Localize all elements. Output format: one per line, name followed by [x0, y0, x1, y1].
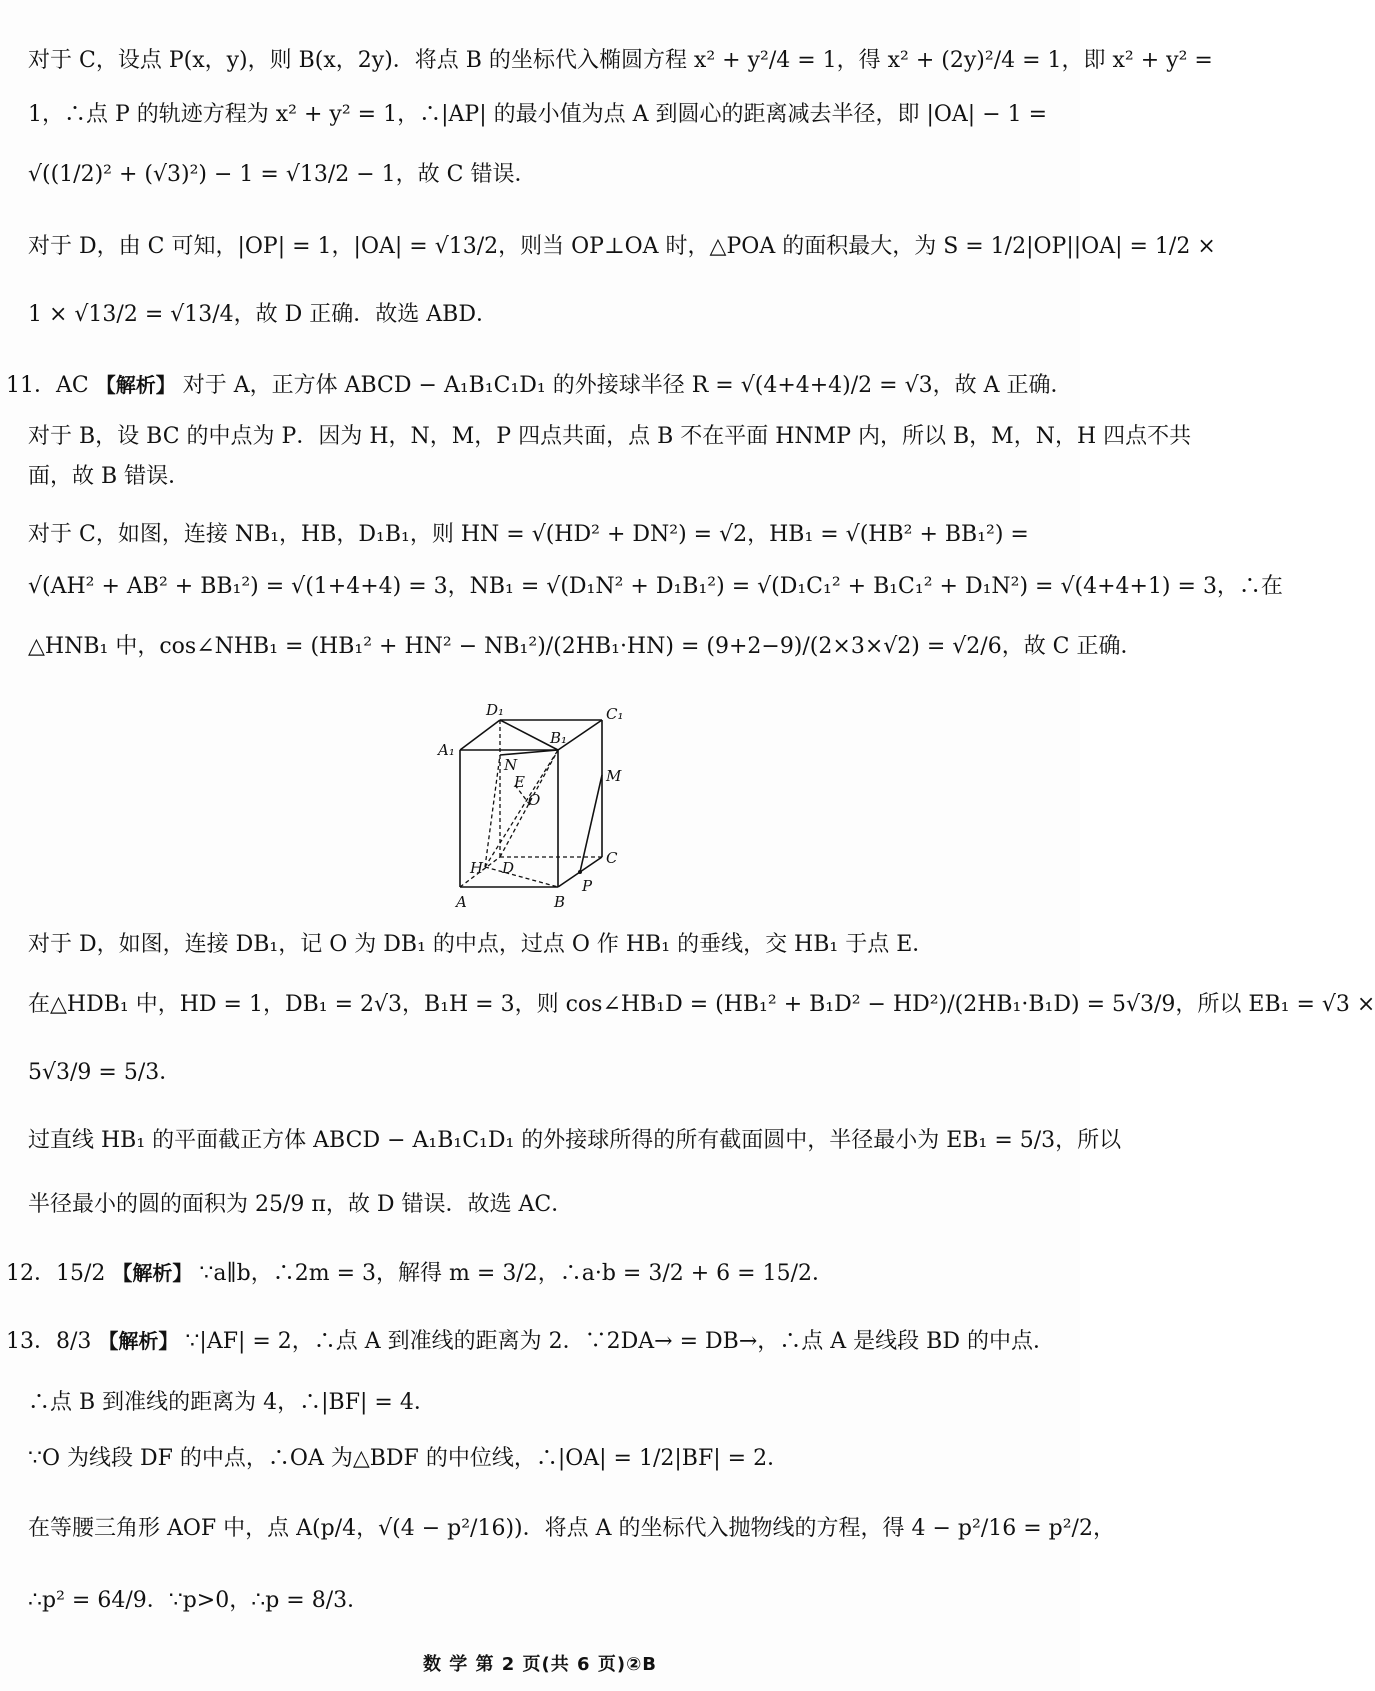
text-line: 对于 C，如图，连接 NB₁，HB，D₁B₁，则 HN = √(HD² + DN²) = √2，HB₁ = √(HB² + BB₁²) =: [28, 522, 1029, 547]
text-line: 1，∴点 P 的轨迹方程为 x² + y² = 1，∴|AP| 的最小值为点 A 到圆心的距离减去半径，即 |OA| − 1 =: [28, 102, 1048, 127]
question-number: 13．8/3: [6, 1329, 92, 1354]
question-13: [6, 1326, 1064, 1357]
label-M: M: [606, 767, 622, 785]
text-span: ∵a∥b，∴2m = 3，解得 m = 3/2，∴a·b = 3/2 + 6 = 15/2．: [199, 1261, 834, 1286]
text-line: 在△HDB₁ 中，HD = 1，DB₁ = 2√3，B₁H = 3，则 cos∠HB₁D = (HB₁² + B₁D² − HD²)/(2HB₁·B₁D) = 5√3/9，所以 EB₁ = √3 ×: [28, 992, 1375, 1017]
text-line: 在等腰三角形 AOF 中，点 A(p/4，√(4 − p²/16))．将点 A 的坐标代入抛物线的方程，得 4 − p²/16 = p²/2，: [28, 1516, 1115, 1541]
label-O: O: [528, 791, 541, 809]
question-12: [6, 1258, 1064, 1289]
text-line: 对于 C，设点 P(x，y)，则 B(x，2y)．将点 B 的坐标代入椭圆方程 x² + y²/4 = 1，得 x² + (2y)²/4 = 1，即 x² + y² =: [28, 48, 1213, 73]
page-footer: 数 学 第 2 页(共 6 页)②B: [422, 1654, 658, 1675]
label-A: A: [456, 893, 467, 911]
text-line: 1 × √13/2 = √13/4，故 D 正确．故选 ABD．: [28, 302, 498, 327]
text-span: ∵|AF| = 2，∴点 A 到准线的距离为 2．∵2DA→ = DB→，∴点 A 是线段 BD 的中点．: [185, 1329, 1055, 1354]
label-H: H: [470, 859, 484, 877]
label-N: N: [504, 756, 518, 774]
text-line: 过直线 HB₁ 的平面截正方体 ABCD − A₁B₁C₁D₁ 的外接球所得的所有截面圆中，半径最小为 EB₁ = 5/3，所以: [28, 1128, 1122, 1153]
analysis-tag: 【解析】: [95, 373, 176, 397]
cube-figure: [430, 701, 680, 915]
label-B: B: [554, 893, 566, 911]
text-line: ∵O 为线段 DF 的中点，∴OA 为△BDF 的中位线，∴|OA| = 1/2|BF| = 2．: [28, 1446, 790, 1471]
question-number: 12．15/2: [6, 1261, 106, 1286]
text-line: 对于 B，设 BC 的中点为 P．因为 H，N，M，P 四点共面，点 B 不在平面 HNMP 内，所以 B，M，N，H 四点不共: [28, 424, 1192, 449]
text-line: 对于 D，如图，连接 DB₁，记 O 为 DB₁ 的中点，过点 O 作 HB₁ 的垂线，交 HB₁ 于点 E．: [28, 932, 935, 957]
question-11: [6, 370, 1073, 401]
text-line: 5√3/9 = 5/3．: [28, 1060, 182, 1085]
label-P: P: [582, 877, 593, 895]
question-number: 11．AC: [6, 373, 89, 398]
label-C1: C₁: [606, 705, 624, 723]
text-line: △HNB₁ 中，cos∠NHB₁ = (HB₁² + HN² − NB₁²)/(2HB₁·HN) = (9+2−9)/(2×3×√2) = √2/6，故 C 正确．: [28, 634, 1143, 659]
label-B1: B₁: [550, 729, 568, 747]
text-line: 面，故 B 错误．: [28, 464, 191, 489]
analysis-tag: 【解析】: [98, 1329, 179, 1353]
label-D: D: [502, 859, 515, 877]
text-line: 对于 D，由 C 可知，|OP| = 1，|OA| = √13/2，则当 OP⊥OA 时，△POA 的面积最大，为 S = 1/2|OP||OA| = 1/2 ×: [28, 234, 1216, 259]
label-D1: D₁: [486, 701, 505, 719]
label-A1: A₁: [438, 741, 455, 759]
analysis-tag: 【解析】: [112, 1261, 193, 1285]
text-line: ∴点 B 到准线的距离为 4，∴|BF| = 4．: [28, 1390, 436, 1415]
label-C: C: [606, 849, 618, 867]
text-line: √(AH² + AB² + BB₁²) = √(1+4+4) = 3，NB₁ = √(D₁N² + D₁B₁²) = √(D₁C₁² + B₁C₁² + D₁N²) = √(4+4+1) = 3，∴在: [28, 574, 1283, 599]
text-span: 对于 A，正方体 ABCD − A₁B₁C₁D₁ 的外接球半径 R = √(4+4+4)/2 = √3，故 A 正确．: [182, 373, 1073, 398]
label-E: E: [514, 773, 525, 791]
text-line: ∴p² = 64/9．∵p>0，∴p = 8/3．: [28, 1588, 370, 1613]
text-line: √((1/2)² + (√3)²) − 1 = √13/2 − 1，故 C 错误．: [28, 162, 537, 187]
text-line: 半径最小的圆的面积为 25/9 π，故 D 错误．故选 AC．: [28, 1192, 574, 1217]
